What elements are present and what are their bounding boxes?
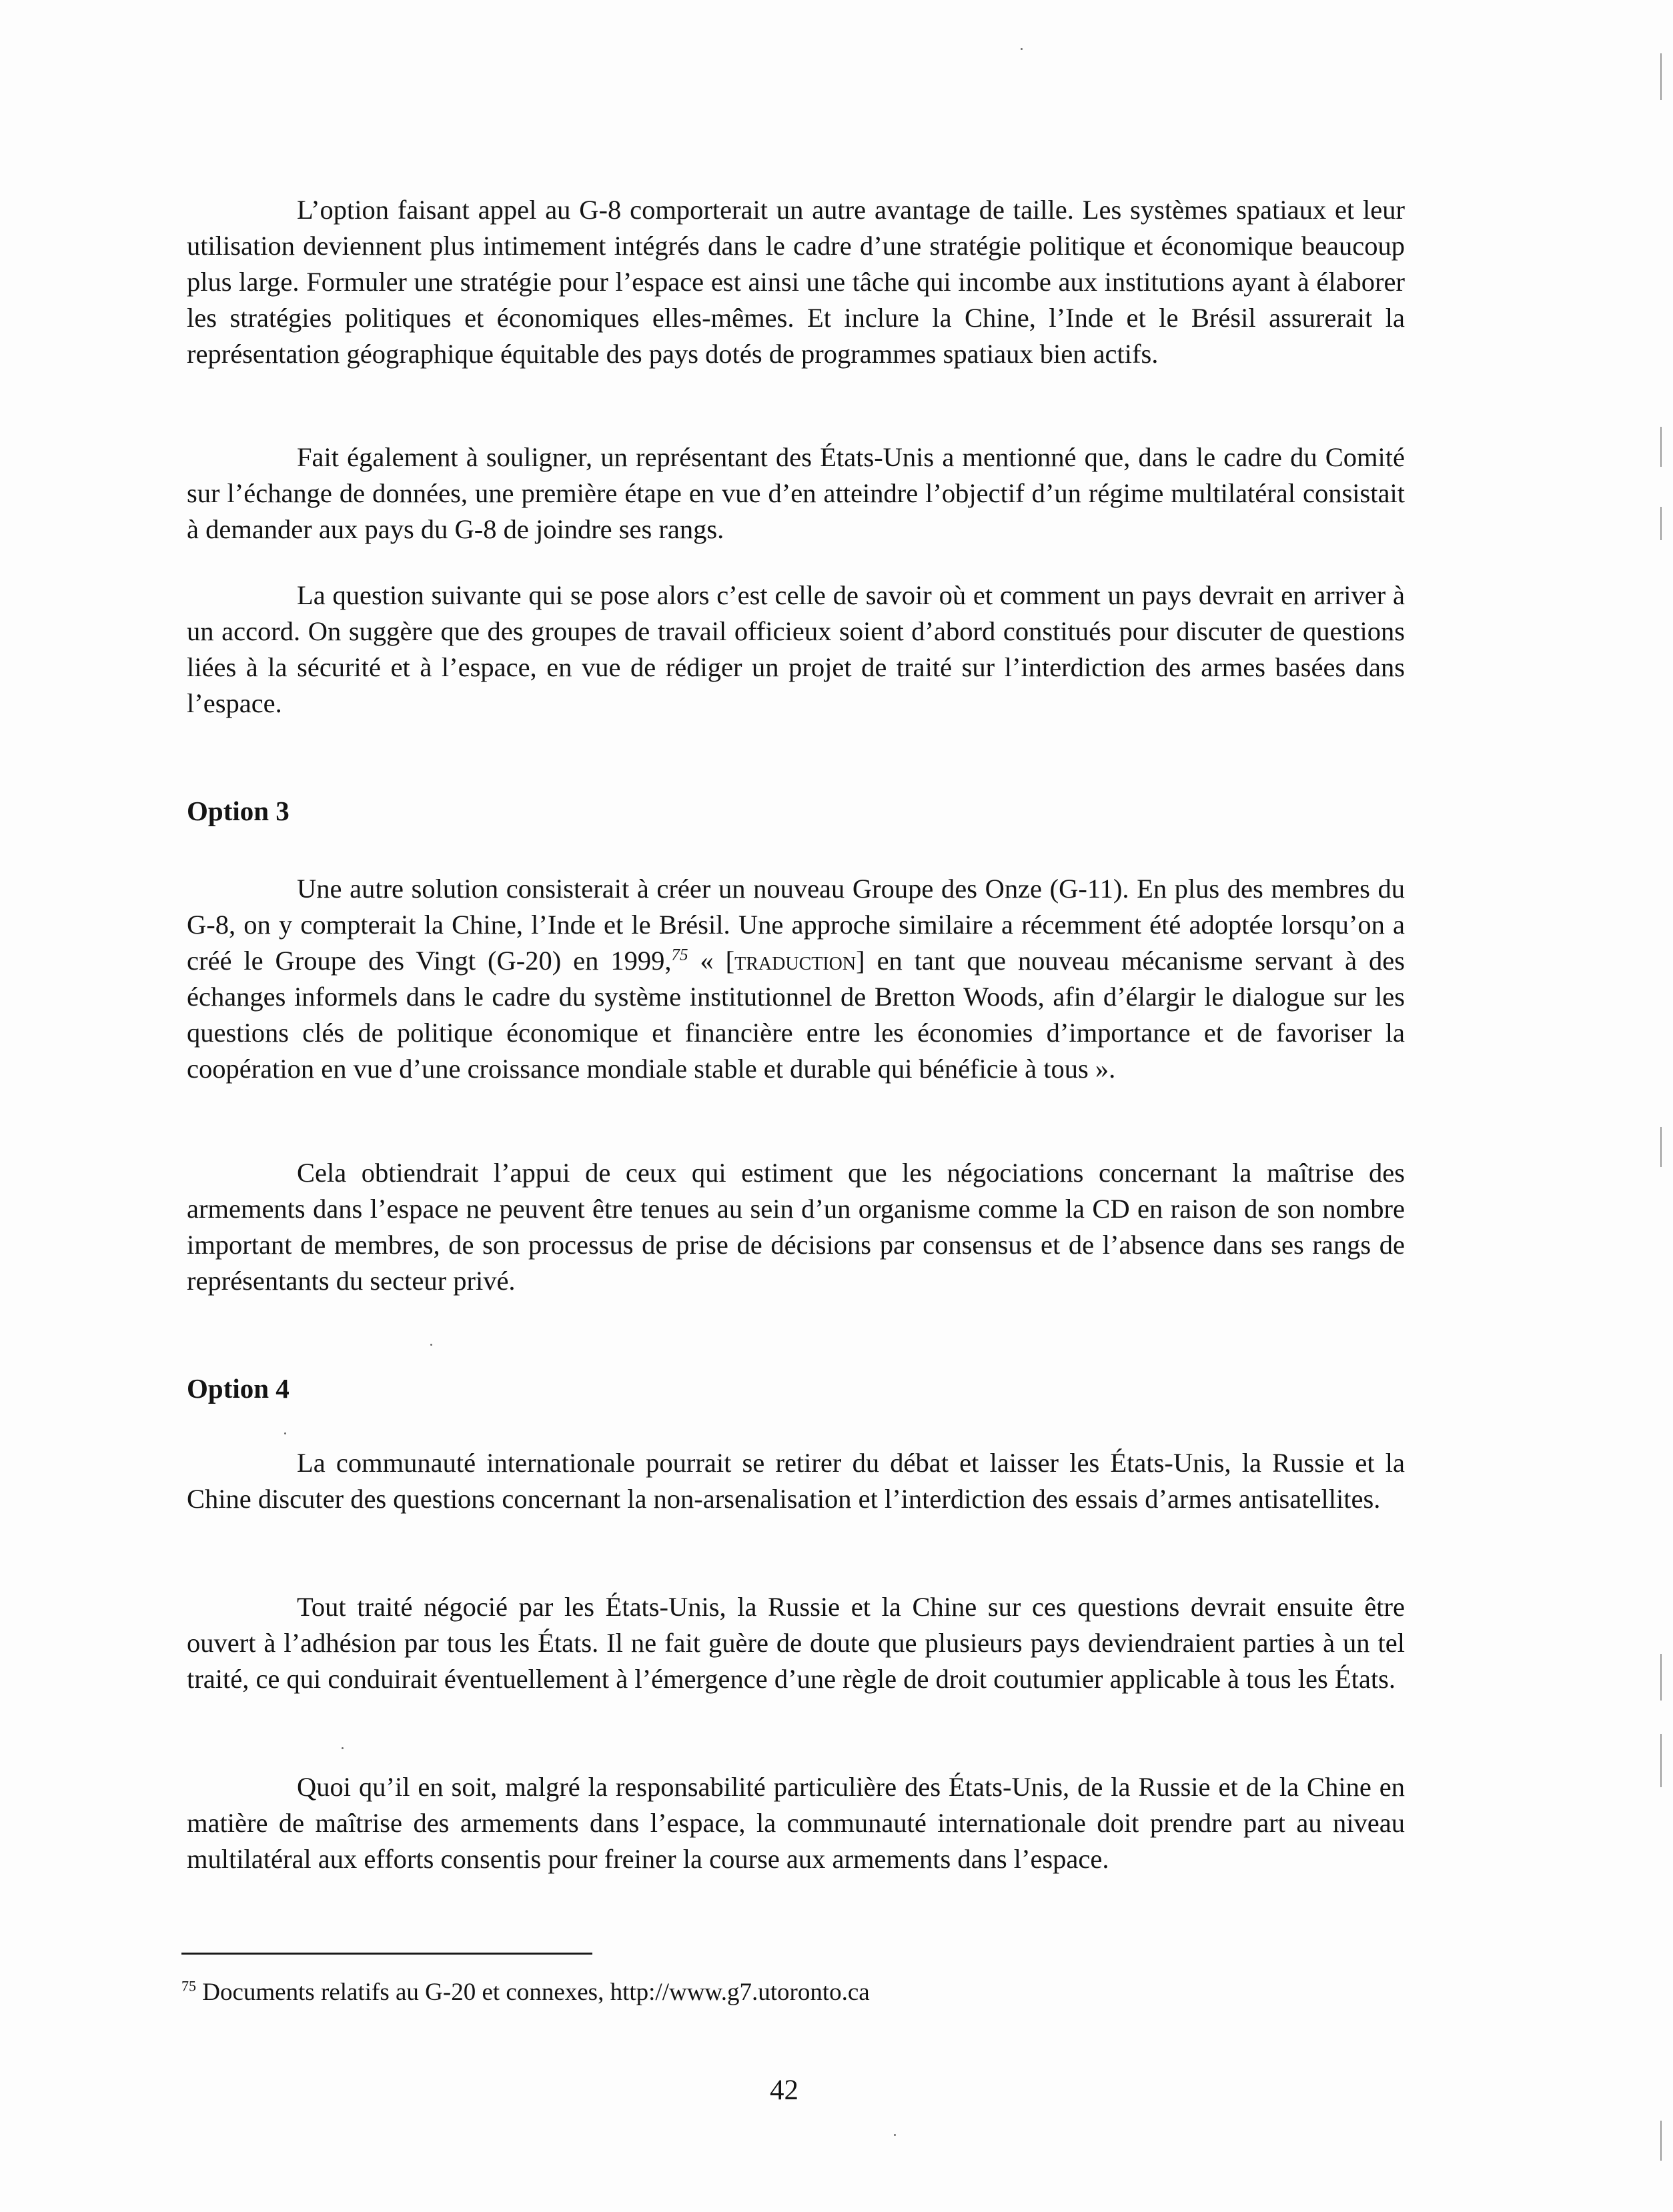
footnote-separator	[181, 1953, 592, 1955]
scan-edge-mark	[1660, 53, 1662, 100]
footnote-number: 75	[181, 1977, 196, 1995]
scan-speck	[342, 1747, 344, 1749]
scan-edge-mark	[1660, 507, 1662, 540]
scan-edge-mark	[1660, 427, 1662, 467]
paragraph-us-representative: Fait également à souligner, un représentant des États-Unis a mentionné que, dans le cadre du Comité sur l’échange de données, une première étape en vue d’en atteindre l’objectif d’un régime multilatéral consistait à demander aux pays du G-8 de joindre ses rangs.	[187, 442, 1405, 544]
footnote	[181, 1977, 870, 2008]
translation-tag: [traduction]	[725, 946, 865, 976]
scan-edge-mark	[1660, 2121, 1662, 2161]
scan-edge-mark	[1660, 1734, 1662, 1787]
page-number: 42	[770, 2075, 798, 2106]
scan-speck	[284, 1432, 286, 1434]
scan-speck	[1021, 48, 1023, 50]
g11-text-before-note: Une autre solution consisterait à créer un nouveau Groupe des Onze (G-11). En plus des membres du G-8, on y compterait la Chine, l’Inde et le Brésil. Une approche similaire a récemment été adoptée lorsqu’on a créé le Groupe des Vingt (G-20) en 1999,	[187, 874, 1405, 976]
scan-speck	[894, 2134, 896, 2136]
g11-text-after-tag: en tant que nouveau mécanisme servant à des échanges informels dans le cadre du système institutionnel de Bretton Woods, afin d’élargir le dialogue sur les questions clés de politique économique et financière entre les économies d’importance et de favoriser la coopération en vue d’une croissance mondiale stable et durable qui bénéficie à tous ».	[187, 946, 1406, 1084]
footnote-reference: 75	[671, 946, 688, 964]
option-4-heading: Option 4	[187, 1373, 290, 1404]
paragraph-g8-advantage: L’option faisant appel au G-8 comporterait un autre avantage de taille. Les systèmes spatiaux et leur utilisation deviennent plus intimement intégrés dans le cadre d’une stratégie politique et économique beaucoup plus large. Formuler une stratégie pour l’espace est ainsi une tâche qui incombe aux institutions ayant à élaborer les stratégies politiques et économiques elles-mêmes. Et inclure la Chine, l’Inde et le Brésil assurerait la représentation géographique équitable des pays dotés de programmes spatiaux bien actifs.	[187, 195, 1405, 369]
paragraph-multilateral-efforts: Quoi qu’il en soit, malgré la responsabilité particulière des États-Unis, de la Russie et de la Chine en matière de maîtrise des armements dans l’espace, la communauté internationale doit prendre part au niveau multilatéral aux efforts consentis pour freiner la course aux armements dans l’espace.	[187, 1772, 1405, 1874]
quote-open: «	[688, 946, 726, 976]
paragraph-cd-support: Cela obtiendrait l’appui de ceux qui estiment que les négociations concernant la maîtrise des armements dans l’espace ne peuvent être tenues au sein d’un organisme comme la CD en raison de son nombre important de membres, de son processus de prise de décisions par consensus et de l’absence dans ses rangs de représentants du secteur privé.	[187, 1158, 1405, 1296]
paragraph-withdraw-debate: La communauté internationale pourrait se retirer du débat et laisser les États-Unis, la Russie et la Chine discuter des questions concernant la non-arsenalisation et l’interdiction des essais d’armes antisatellites.	[187, 1448, 1405, 1514]
paragraph-treaty-accession: Tout traité négocié par les États-Unis, la Russie et la Chine sur ces questions devrait ensuite être ouvert à l’adhésion par tous les États. Il ne fait guère de doute que plusieurs pays deviendraient parties à un tel traité, ce qui conduirait éventuellement à l’émergence d’une règle de droit coutumier applicable à tous les États.	[187, 1592, 1405, 1694]
paragraph-g11-proposal	[187, 871, 1405, 1087]
scan-edge-mark	[1660, 1127, 1662, 1167]
option-3-heading: Option 3	[187, 796, 290, 826]
scan-speck	[430, 1344, 432, 1346]
scan-edge-mark	[1660, 1654, 1662, 1701]
paragraph-where-how: La question suivante qui se pose alors c’est celle de savoir où et comment un pays devrait en arriver à un accord. On suggère que des groupes de travail officieux soient d’abord constitués pour discuter de questions liées à la sécurité et à l’espace, en vue de rédiger un projet de traité sur l’interdiction des armes basées dans l’espace.	[187, 580, 1405, 718]
footnote-text: Documents relatifs au G-20 et connexes, http://www.g7.utoronto.ca	[196, 1979, 870, 2006]
